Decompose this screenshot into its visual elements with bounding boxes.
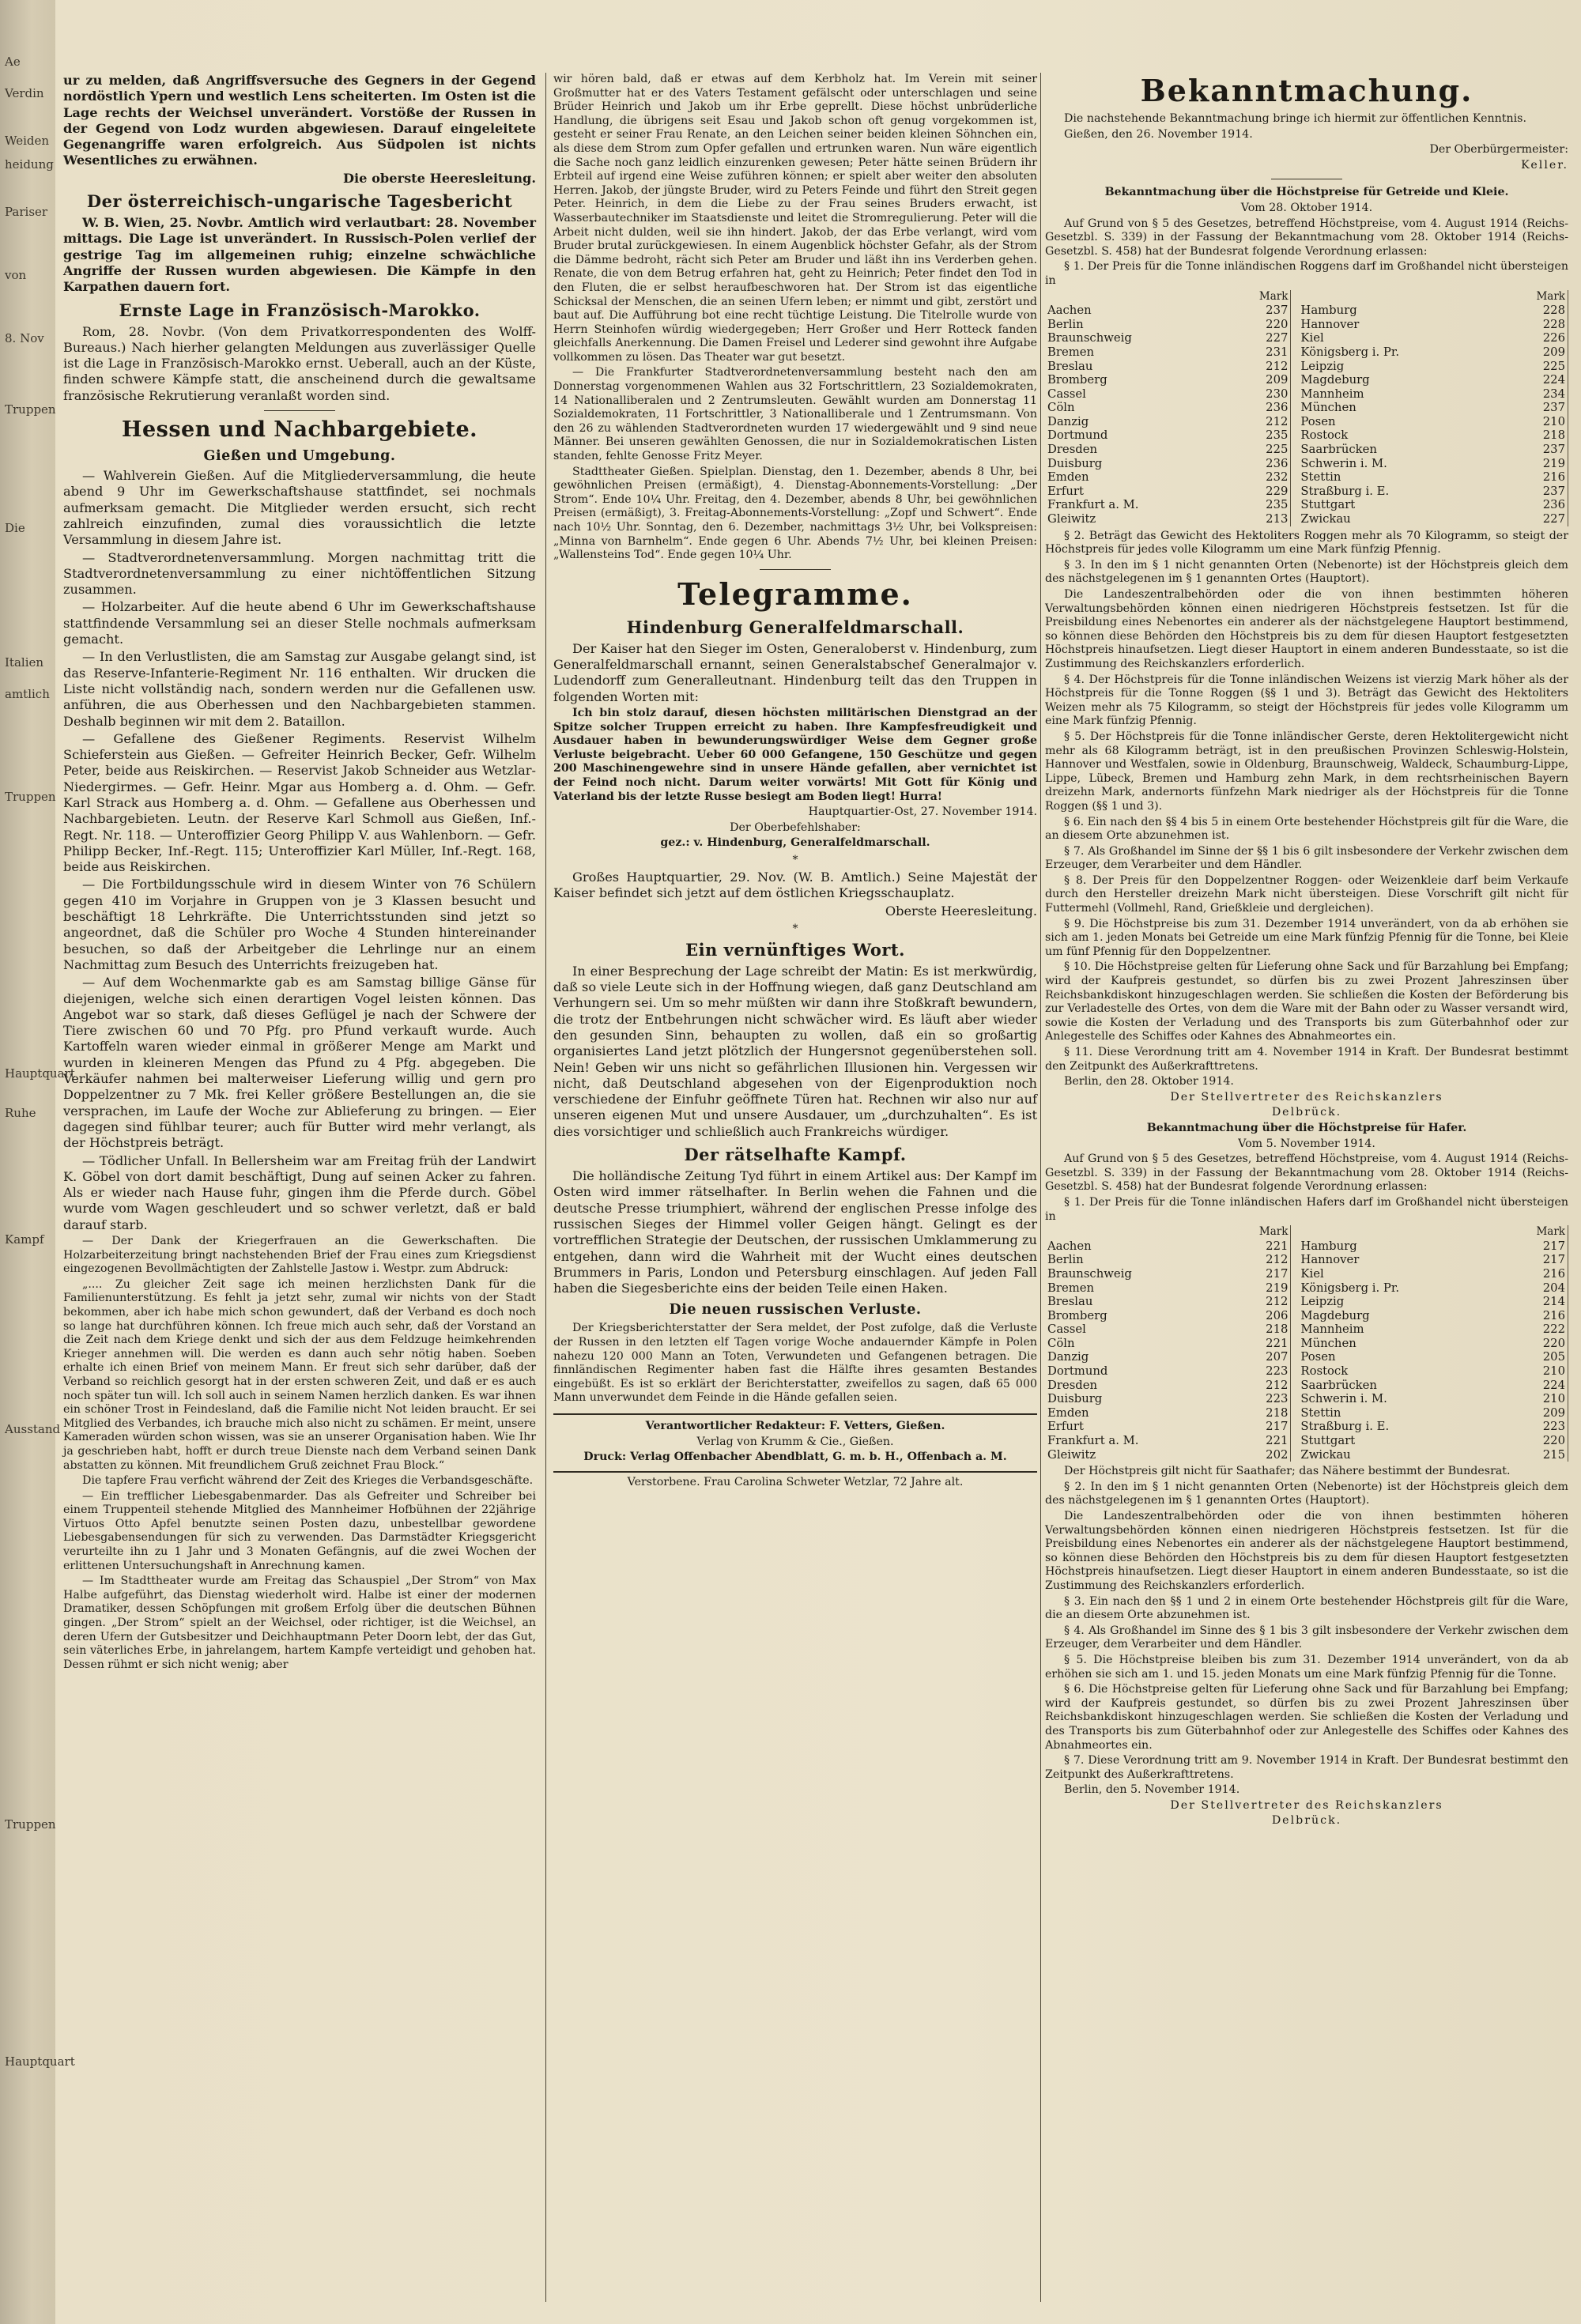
theater-review-text: wir hören bald, daß er etwas auf dem Kerbholz hat. Im Verein mit seiner Großmutter hat er des Vaters Testament gefälscht oder unterschlagen und seine Brüder Heinrich und Jakob um ihr Erbe geprellt. Diese höchst unbrüderliche Handlung, die übrigens seit Esau und Jakob schon oft genug vorgekommen ist, gesteht er seiner Frau Renate, an den Leichen seiner beiden kleinen Söhnchen ein, als diese dem Strom zum Opfer gefallen und ertrunken waren. Nun wäre eigentlich die Sache noch ganz leidlich einzurenken gewesen; Peter hätte seinen Brüdern ihr Erbteil auf irgend eine Weise zuführen können; er spielt aber weiter den absoluten Herren. Jakob, der jüngste Bruder, wird zu Peters Feinde und führt den Streit gegen Peter. Heinrich, in dem die Liebe zu der Frau seines Bruders erwacht, ist Wasserbautechniker im Staatsdienste und leitet die Stromregulierung. Peter will die Arbeit nicht dulden, weil sie ihn hindert. Jakob, der das Erbe verlangt, wird vom Bruder brutal zurückgewiesen. In einem Augenblick höchster Gefahr, als der Strom die Dämme bedroht, rächt sich Peter am Bruder und läßt ihn ins Verderben gehen. Renate, die von dem Betrug erfahren hat, geht zu Heinrich; Peter findet den Tod in den Fluten, die er selbst heraufbeschworen hat. Der Strom ist das eigentliche Schicksal der Menschen, die an seinen Ufern leben; er nimmt und gibt, zerstört und baut auf. Die Aufführung bot eine recht tüchtige Leistung. Die Titelrolle wurde von Herrn Steinhofen würdig wiedergegeben; Herr Großer und Herr Rotteck fanden gleichfalls Anerkennung. Die Damen Freisel und Lederer sind gewohnt ihre Aufgabe vollkommen zu lösen. Das Theater war gut besetzt. (553, 73, 1037, 364)
city-name: Hamburg (1300, 1239, 1357, 1253)
city-name: Hannover (1300, 1253, 1360, 1267)
local-news-paragraph-small: Die tapfere Frau verficht während der Zeit des Krieges die Verbandsgeschäfte. (82, 1474, 534, 1488)
price-value: 230 (1249, 387, 1291, 402)
city-name: Königsberg i. Pr. (1300, 1281, 1400, 1295)
local-news-paragraph: — Gefallene des Gießener Regiments. Reservist Wilhelm Schieferstein aus Gießen. — Gefreiter Heinrich Becker, Gefr. Wilhelm Peter, beide aus Reiskirchen. — Reservist Jakob Schneider aus Wetzlar-Niedergirmes. — Gefr. Heinr. Mgar aus Homberg a. d. Ohm. — Gefr. Karl Strack aus Homberg a. d. Ohm. — Gefallene aus Oberhessen und Nachbargebieten. Leutn. der Reserve Karl Schmoll aus Gießen, Inf.-Regt. Nr. 118. — Unteroffizier Georg Philipp V. aus Wahlenborn. — Gefr. Philipp Becker, Inf.-Regt. 115; Unteroffizier Karl Müller, Inf.-Regt. 168, beide aus Reiskirchen. (63, 730, 536, 875)
local-news-paragraph: — In den Verlustlisten, die am Samstag zur Ausgabe gelangt sind, ist das Reserve-Infanterie-Regiment Nr. 116 enthalten. Wir drucken die Liste nicht vollständig nach, sondern werden nur die Gefallenen usw. anführen, die aus Oberhessen und den Nachbargebieten stammen. Deshalb beginnen wir mit dem 2. Bataillon. (63, 649, 536, 729)
city-name: München (1300, 1336, 1356, 1350)
price-table-row (1045, 428, 1568, 443)
raetsel-headline: Der rätselhafte Kampf. (684, 1145, 907, 1165)
headquarters-text: Großes Hauptquartier, 29. Nov. (W. B. Amtlich.) Seine Majestät der Kaiser befindet sich jetzt auf dem östlichen Kriegsschauplatz. (553, 869, 1037, 901)
city-name: Emden (1047, 470, 1089, 485)
price-value: 235 (1249, 498, 1291, 512)
price-table-row (1045, 470, 1568, 485)
oats-headline: Bekanntmachung über die Höchstpreise für Hafer. (1146, 1121, 1467, 1134)
strip-fragment: amtlich (5, 687, 50, 701)
price-value: 212 (1249, 1379, 1291, 1393)
city-name: Magdeburg (1300, 373, 1370, 387)
section-divider (760, 569, 831, 570)
city-name: Straßburg i. E. (1300, 484, 1390, 498)
price-value: 227 (1249, 331, 1291, 345)
price-table-row (1045, 1406, 1568, 1420)
price-table-row (1045, 1364, 1568, 1379)
price-value: 237 (1249, 304, 1291, 318)
price-value: 217 (1526, 1253, 1568, 1267)
rye-section: § 7. Als Großhandel im Sinne der §§ 1 bis 6 gilt insbesondere der Verkehr zwischen dem Erzeuger, dem Verarbeiter und dem Händler. (1045, 844, 1568, 872)
city-name: Erfurt (1047, 1420, 1084, 1434)
price-value: 210 (1526, 1392, 1568, 1406)
price-value: 222 (1526, 1322, 1568, 1337)
obituary-line: Verstorbene. Frau Carolina Schweter Wetzlar, 72 Jahre alt. (627, 1475, 964, 1488)
strip-fragment: Die (5, 521, 25, 535)
price-table-row (1045, 345, 1568, 360)
city-name: Braunschweig (1047, 331, 1132, 345)
strip-fragment: Weiden (5, 134, 50, 148)
oats-signer-name: Delbrück. (1271, 1814, 1342, 1828)
local-news-paragraph: — Tödlicher Unfall. In Bellersheim war am Freitag früh der Landwirt K. Göbel von dort damit beschäftigt, Dung auf seinen Acker zu fahren. Als er wieder nach Hause fuhr, gingen ihm die Pferde durch. Göbel wurde vom Wagen geschleudert und so schwer verletzt, daß er bald darauf starb. (63, 1153, 536, 1232)
price-table-row (1045, 1253, 1568, 1267)
city-name: Schwerin i. M. (1300, 456, 1387, 470)
price-value: 209 (1249, 373, 1291, 387)
price-table-row (1045, 304, 1568, 318)
rye-section-1: § 1. Der Preis für die Tonne inländischen Roggens darf im Großhandel nicht übersteigen in (1045, 260, 1568, 287)
price-value: 217 (1526, 1239, 1568, 1254)
price-value: 210 (1526, 415, 1568, 429)
local-news-paragraph: — Stadtverordnetenversammlung. Morgen nachmittag tritt die Stadtverordnetenversammlung zu einer nichtöffentlichen Sitzung zusammen. (63, 549, 536, 598)
price-value: 205 (1526, 1350, 1568, 1364)
city-name: Cöln (1047, 401, 1075, 415)
announcement-date: Gießen, den 26. November 1914. (1064, 127, 1253, 141)
city-name: München (1300, 401, 1356, 415)
city-name: Aachen (1047, 1239, 1092, 1253)
price-table-row (1045, 1322, 1568, 1337)
price-table-row (1045, 331, 1568, 345)
separator-star: * (792, 853, 798, 866)
hessen-section-headline: Hessen und Nachbargebiete. (121, 417, 478, 443)
rye-section: § 5. Der Höchstpreis für die Tonne inländischer Gerste, deren Hektolitergewicht nicht mehr als 68 Kilogramm beträgt, ist in den preußischen Provinzen Schleswig-Holstein, Hannover und Westfalen, sowie in Oldenburg, Braunschweig, Waldeck, Schaumburg-Lippe, Lippe, Lübeck, Bremen und Hamburg zehn Mark, in dem rechtsrheinischen Bayern dreizehn Mark, andernorts fünfzehn Mark niedriger als der Höchstpreis für die Tonne Roggen (§§ 1 und 3). (1045, 730, 1568, 813)
column-rule (1040, 73, 1041, 2302)
local-news-paragraph: — Auf dem Wochenmarkte gab es am Samstag billige Gänse für diejenigen, welche sich einen derartigen Vogel leisten können. Das Angebot war so stark, daß dieses Geflügel je nach der Schwere der Tiere zwischen 60 und 70 Pfg. pro Pfund verkauft wurde. Auch Kartoffeln waren wieder einmal in größerer Menge am Markt und wurden in kleineren Mengen das Pfund zu 4 Pfg. abgegeben. Die Verkäufer nahmen bei malterweiser Lieferung willig und gern pro Doppelzentner zu 7 Mk. frei Keller größere Bestellungen an, die sie versprachen, im Laufe der Woche zur Ablieferung zu bringen. — Eier dagegen sind fühlbar teurer; auch für Butter wird mehr verlangt, als der Höchstpreis beträgt. (63, 975, 536, 1151)
city-name: Dresden (1047, 1378, 1098, 1392)
section-divider (264, 410, 335, 411)
price-value: 237 (1526, 443, 1568, 457)
strip-fragment: Hauptquart (5, 1066, 75, 1081)
vernunft-text: In einer Besprechung der Lage schreibt der Matin: Es ist merkwürdig, daß so viele Leute sich in der Hoffnung wiegen, daß ganz Deutschland am Verhungern sei. Um so mehr müßten wir dann ihre Stoßkraft bewundern, die trotz der Entbehrungen nicht schwächer wird. Es läuft aber wieder den gesunden Sinn, behaupten zu wollen, daß ein so großartig organisiertes Land jetzt plötzlich der Hungersnot gegenüberstehen soll. Nein! Geben wir uns nicht so gefährlichen Illusionen hin. Vergessen wir nicht, daß Deutschland abgesehen von der Eigenproduktion noch verschiedene der Einfuhr geöffnete Türen hat. Rechnen wir also nur auf unseren eigenen Mut und unsere Ausdauer, um „durchzuhalten“. Es ist dies vorsichtiger und schließlich auch Frankreichs würdiger. (553, 963, 1037, 1139)
strip-fragment: Truppen (5, 402, 56, 417)
adjacent-page-strip (0, 0, 75, 2324)
price-value: 209 (1526, 1406, 1568, 1420)
city-name: Frankfurt a. M. (1047, 498, 1139, 512)
oats-intro: Auf Grund von § 5 des Gesetzes, betreffend Höchstpreise, vom 4. August 1914 (Reichs-Gesetzbl. S. 339) in der Fassung der Bekanntmachung vom 28. Oktober 1914 (Reichs-Gesetzbl. S. 458) hat der Bundesrat folgende Verordnung erlassen: (1045, 1153, 1568, 1194)
price-table-row (1045, 457, 1568, 471)
oats-signer-title: Der Stellvertreter des Reichskanzlers (1170, 1798, 1443, 1812)
city-name: Schwerin i. M. (1300, 1392, 1387, 1406)
rye-section: § 3. In den im § 1 nicht genannten Orten (Nebenorte) ist der Höchstpreis gleich dem des nächstgelegenen im § 1 genannten Ortes (Hauptort). (1045, 558, 1568, 586)
city-name: Gleiwitz (1047, 1447, 1096, 1462)
rye-section: § 9. Die Höchstpreise bis zum 31. Dezember 1914 unverändert, von da ab erhöhen sie sich am 1. jeden Monats bei Getreide um eine Mark fünfzig Pfennig für die Tonne, bei Kleie um fünf Pfennig für den Doppelzentner. (1045, 917, 1568, 958)
city-name: Bromberg (1047, 373, 1107, 387)
price-value: 234 (1526, 387, 1568, 402)
strip-fragment: Truppen (5, 1817, 56, 1832)
price-value: 220 (1249, 318, 1291, 332)
price-table-row (1045, 498, 1568, 512)
strip-fragment: Pariser (5, 205, 48, 219)
hindenburg-sign-name: gez.: v. Hindenburg, Generalfeldmarschall. (660, 836, 930, 850)
local-news-paragraph-small: — Der Dank der Kriegerfrauen an die Gewerkschaften. Die Holzarbeiterzeitung bringt nachstehenden Brief der Frau eines zum Kriegsdienst eingezogenen Bevollmächtigten der Zahlstelle Jastow i. Westpr. zum Abdruck: (63, 1235, 536, 1276)
city-name: Breslau (1047, 359, 1093, 373)
oats-section: § 5. Die Höchstpreise bleiben bis zum 31. Dezember 1914 unverändert, von da ab erhöhen sie sich am 1. und 15. jeden Monats um eine Mark fünfzig Pfennig für die Tonne. (1045, 1653, 1568, 1681)
price-value: 237 (1526, 485, 1568, 499)
city-name: Berlin (1047, 1253, 1084, 1267)
frankfurt-election-text: — Die Frankfurter Stadtverordnetenversammlung besteht nach den am Donnerstag vorgenommenen Wahlen aus 32 Fortschrittlern, 23 Sozialdemokraten, 14 Nationalliberalen und 2 Zentrumsleuten. Gewählt wurden am Donnerstag 11 Sozialdemokraten, 11 Fortschrittler, 3 Nationalliberale und 1 Zentrumsmann. Von den 26 zu wählenden Stadtverordneten wurden 17 wiedergewählt und 9 sind neue Männer. Bei unseren gewählten Genossen, die nur in Sozialdemokratischen Listen standen, fehlte Genosse Fritz Meyer. (553, 366, 1037, 463)
city-name: Zwickau (1300, 512, 1351, 526)
price-value: 224 (1526, 1379, 1568, 1393)
price-value: 216 (1526, 470, 1568, 485)
hindenburg-sign-place: Hauptquartier-Ost, 27. November 1914. (808, 805, 1037, 819)
verluste-text: Der Kriegsberichterstatter der Sera meldet, der Post zufolge, daß die Verluste der Russen in den letzten elf Tagen vorige Woche andauernder Kämpfe in Polen nahezu 120 000 Mann an Toten, Verwundeten und Gefangenen betragen. Die finnländischen Regimenter haben fast die Hälfte ihres gesamten Bestandes eingebüßt. Es ist so erklärt der Berichterstatter, zweifellos zu sagen, daß 65 000 Mann unverwundet dem Feinde in die Hände gefallen seien. (553, 1322, 1037, 1405)
oats-section: § 7. Diese Verordnung tritt am 9. November 1914 in Kraft. Der Bundesrat bestimmt den Zeitpunkt des Außerkrafttretens. (1045, 1754, 1568, 1781)
price-value: 229 (1249, 485, 1291, 499)
hindenburg-quote: Ich bin stolz darauf, diesen höchsten militärischen Dienstgrad an der Spitze solcher Truppen erreicht zu haben. Ihre Kampfesfreudigkeit und Ausdauer haben in bewunderungswürdiger Weise dem Gegner große Verluste beigebracht. Ueber 60 000 Gefangene, 150 Geschütze und gegen 200 Maschinengewehre sind in unsere Hände gefallen, aber vernichtet ist der Feind noch nicht. Darum weiter vorwärts! Mit Gott für König und Vaterland bis der letzte Russe besiegt am Boden liegt! Hurra! (553, 706, 1037, 803)
price-value: 217 (1249, 1267, 1291, 1281)
rye-section: § 6. Ein nach den §§ 4 bis 5 in einem Orte bestehender Höchstpreis gilt für die Ware, die an diesem Orte abzunehmen ist. (1045, 815, 1568, 843)
price-value: 228 (1526, 318, 1568, 332)
city-name: Breslau (1047, 1295, 1093, 1309)
rye-section: § 2. Beträgt das Gewicht des Hektoliters Roggen mehr als 70 Kilogramm, so steigt der Höchstpreis für jedes volle Kilogramm um eine Mark fünfzig Pfennig. (1045, 529, 1568, 556)
price-value: 225 (1526, 360, 1568, 374)
city-name: Mannheim (1300, 1322, 1364, 1337)
price-table-row (1045, 512, 1568, 526)
price-value: 218 (1249, 1322, 1291, 1337)
local-news-paragraph: — Wahlverein Gießen. Auf die Mitgliederversammlung, die heute abend 9 Uhr im Gewerkschaftshause stattfindet, sei nochmals aufmerksam gemacht. Die Mitglieder werden ersucht, sich recht zahlreich einzufinden, zumal dies voraussichtlich die letzte Versammlung in diesem Jahre ist. (63, 468, 536, 548)
column-rule (545, 73, 546, 2302)
price-value: 224 (1526, 373, 1568, 387)
mayor-name: Keller. (1521, 158, 1568, 172)
city-name: Braunschweig (1047, 1266, 1132, 1281)
city-name: Hamburg (1300, 304, 1357, 318)
imprint-box (553, 1413, 1037, 1473)
city-name: Bromberg (1047, 1308, 1107, 1322)
price-value: 202 (1249, 1448, 1291, 1462)
price-value: 209 (1526, 345, 1568, 360)
city-name: Leipzig (1300, 1295, 1345, 1309)
city-name: Cassel (1047, 1322, 1086, 1337)
price-value: 221 (1249, 1239, 1291, 1254)
rye-signer-name: Delbrück. (1271, 1106, 1342, 1119)
price-value: 206 (1249, 1309, 1291, 1323)
price-value: 207 (1249, 1350, 1291, 1364)
city-name: Mannheim (1300, 387, 1364, 401)
imprint-printer: Druck: Verlag Offenbacher Abendblatt, G. m. b. H., Offenbach a. M. (583, 1451, 1007, 1464)
price-value: 218 (1249, 1406, 1291, 1420)
vernunft-headline: Ein vernünftiges Wort. (685, 939, 905, 960)
price-table-row (1045, 1309, 1568, 1323)
headquarters-signature: Oberste Heeresleitung. (885, 903, 1037, 919)
strip-fragment: von (5, 268, 27, 282)
price-table-header: Mark Mark (1045, 1225, 1568, 1239)
strip-fragment: Truppen (5, 790, 56, 804)
city-name: Emden (1047, 1405, 1089, 1420)
city-name: Königsberg i. Pr. (1300, 345, 1400, 359)
oats-section: Der Höchstpreis gilt nicht für Saathafer; das Nähere bestimmt der Bundesrat. (1064, 1465, 1511, 1478)
price-value: 227 (1526, 512, 1568, 526)
price-table-row (1045, 1267, 1568, 1281)
price-table-row (1045, 1379, 1568, 1393)
city-name: Cöln (1047, 1336, 1075, 1350)
price-value: 220 (1526, 1434, 1568, 1448)
strip-fragment: Kampf (5, 1232, 44, 1247)
strip-fragment: 8. Nov (5, 331, 44, 345)
austria-report-headline: Der österreichisch-ungarische Tagesbericht (86, 191, 513, 212)
oats-section: Die Landeszentralbehörden oder die von ihnen bestimmten höheren Verwaltungsbehörden können einen niedrigeren Höchstpreis festsetzen. Ist für die Preisbildung eines Nebenortes ein anderer als der nächstgelegene Hauptort bestimmend, so können diese Behörden den Höchstpreis bis zu dem für diesen Hauptort festgesetzten Höchstpreis hinaufsetzen. Liegt dieser Hauptort in einem anderen Bundesstaate, so ist die Zustimmung des Reichskanzlers erforderlich. (1045, 1510, 1568, 1592)
city-name: Saarbrücken (1300, 1378, 1377, 1392)
price-value: 221 (1249, 1434, 1291, 1448)
war-report-continuation: ur zu melden, daß Angriffsversuche des Gegners in der Gegend nordöstlich Ypern und westlich Lens scheiterten. Im Osten ist die Lage rechts der Weichsel unverändert. Vorstöße der Russen in der Gegend von Lodz wurden abgewiesen. Darauf eingeleitete Gegenangriffe waren erfolgreich. Aus Südpolen ist nichts Wesentliches zu erwähnen. (63, 73, 536, 168)
price-table-row (1045, 1337, 1568, 1351)
price-value: 204 (1526, 1281, 1568, 1296)
strip-fragment: Verdin (5, 86, 44, 100)
price-value: 216 (1526, 1309, 1568, 1323)
city-name: Straßburg i. E. (1300, 1420, 1390, 1434)
city-name: Berlin (1047, 317, 1084, 331)
price-table-row (1045, 1281, 1568, 1296)
local-news-paragraph-small: „.... Zu gleicher Zeit sage ich meinen herzlichsten Dank für die Familienunterstützung. Es fehlt ja jetzt sehr, zumal wir nichts von der Stadt bekommen, aber ich habe mich schon gewundert, daß der Verband es doch noch so lange hat durchführen können. Ich freue mich auch sehr, daß der Vorstand an die Zeit nach dem Kriege denkt und sich der aus dem Feldzuge heimkehrenden Krieger annehmen will. Die werden es dann auch sehr nötig haben. Soeben erhalte ich einen Brief von meinem Mann. Er freut sich sehr darüber, daß der Verband so reichlich gesorgt hat in der ersten schweren Zeit, und daß er es auch noch später tun will. Ich soll auch in seinem Namen herzlich danken. Es war ihnen ein schöner Trost in Feindesland, daß die Familie nicht Not leiden braucht. Er sei Mitglied des Verbandes, ich brauche mich also nicht zu schämen. Er meint, unsere Kameraden würden schon wissen, was sie an unserer Organisation haben. Wie Ihr ja geschrieben habt, hofft er durch treue Dienste nach dem Verband seinen Dank abstatten zu können. Mit freundlichem Gruß zeichnet Frau Block.“ (63, 1277, 536, 1472)
city-name: Danzig (1047, 1350, 1089, 1364)
price-value: 236 (1249, 401, 1291, 415)
oats-date-place: Berlin, den 5. November 1914. (1064, 1783, 1240, 1797)
city-name: Bremen (1047, 345, 1095, 359)
city-name: Dresden (1047, 443, 1098, 457)
price-table-header: Mark Mark (1045, 290, 1568, 304)
price-value: 231 (1249, 345, 1291, 360)
price-table-row (1045, 1239, 1568, 1254)
city-name: Danzig (1047, 414, 1089, 428)
price-value: 235 (1249, 428, 1291, 443)
price-table-row (1045, 443, 1568, 457)
city-name: Saarbrücken (1300, 443, 1377, 457)
price-table-row (1045, 1448, 1568, 1462)
price-table-row (1045, 1420, 1568, 1434)
price-value: 223 (1526, 1420, 1568, 1434)
separator-star: * (792, 922, 798, 935)
strip-fragment: Hauptquart (5, 2054, 75, 2069)
city-name: Stettin (1300, 470, 1341, 485)
price-value: 237 (1526, 401, 1568, 415)
price-value: 221 (1249, 1337, 1291, 1351)
oats-date: Vom 5. November 1914. (1238, 1137, 1375, 1150)
city-name: Frankfurt a. M. (1047, 1434, 1139, 1448)
city-name: Leipzig (1300, 359, 1345, 373)
rye-headline: Bekanntmachung über die Höchstpreise für Getreide und Kleie. (1104, 186, 1509, 199)
morocco-text: Rom, 28. Novbr. (Von dem Privatkorrespondenten des Wolff-Bureaus.) Nach hierher gelangten Meldungen aus zuverlässiger Quelle ist die Lage in Französisch-Marokko ernst. Ueberall, auch an der Küste, finden schwere Kämpfe statt, die anscheinend durch die gewaltsame französische Rekrutierung veranlaßt worden sind. (63, 323, 536, 403)
local-news-paragraph: — Holzarbeiter. Auf die heute abend 6 Uhr im Gewerkschaftshause stattfindende Versammlung sei an dieser Stelle nochmals aufmerksam gemacht. (63, 599, 536, 647)
price-value: 226 (1526, 331, 1568, 345)
city-name: Stuttgart (1300, 498, 1356, 512)
oats-section: § 2. In den im § 1 nicht genannten Orten (Nebenorte) ist der Höchstpreis gleich dem des nächstgelegenen im § 1 genannten Ortes (Hauptort). (1045, 1480, 1568, 1507)
price-value: 220 (1526, 1337, 1568, 1351)
rye-date-place: Berlin, den 28. Oktober 1914. (1064, 1075, 1234, 1088)
price-value: 212 (1249, 1253, 1291, 1267)
price-table-row (1045, 1392, 1568, 1406)
oats-section: § 3. Ein nach den §§ 1 und 2 in einem Orte bestehender Höchstpreis gilt für die Ware, die an diesem Orte abzunehmen ist. (1045, 1594, 1568, 1622)
price-table-row (1045, 1434, 1568, 1448)
telegrams-headline: Telegramme. (677, 575, 913, 612)
price-value: 225 (1249, 443, 1291, 457)
rye-signer-title: Der Stellvertreter des Reichskanzlers (1170, 1090, 1443, 1104)
city-name: Gleiwitz (1047, 512, 1096, 526)
rye-section: § 8. Der Preis für den Doppelzentner Roggen- oder Weizenkleie darf beim Verkaufe durch den Hersteller dreizehn Mark nicht übersteigen. Diese Vorschrift gilt nicht für Futtermehl (Vollmehl, Rand, Grießkleie und dergleichen). (1045, 873, 1568, 915)
hindenburg-headline: Hindenburg Generalfeldmarschall. (626, 617, 964, 637)
rye-section: § 4. Der Höchstpreis für die Tonne inländischen Weizens ist vierzig Mark höher als der Höchstpreis für die Tonne Roggen (§§ 1 und 3). Beträgt das Gewicht des Hektoliters Weizen mehr als 75 Kilogramm, so steigt der Höchstpreis für jedes volle Kilogramm um eine Mark fünfzig Pfennig. (1045, 673, 1568, 728)
oats-section-1: § 1. Der Preis für die Tonne inländischen Hafers darf im Großhandel nicht übersteigen in (1045, 1195, 1568, 1223)
strip-fragment: Ausstand (5, 1422, 61, 1436)
city-name: Posen (1300, 414, 1336, 428)
strip-fragment: heidung (5, 157, 54, 172)
rye-price-table (1045, 290, 1568, 526)
austria-report-text: W. B. Wien, 25. Novbr. Amtlich wird verlautbart: 28. November mittags. Die Lage ist unverändert. In Russisch-Polen verlief der gestrige Tag im allgemeinen ruhig; einzelne schwächliche Angriffe der Russen wurden abgewiesen. Die Kämpfe in den Karpathen dauern fort. (63, 215, 536, 295)
column-1 (63, 73, 536, 2310)
column-3 (1045, 73, 1568, 2310)
price-value: 212 (1249, 1295, 1291, 1309)
rye-section: § 10. Die Höchstpreise gelten für Lieferung ohne Sack und für Barzahlung bei Empfang; wird der Kaufpreis gestundet, so dürfen bis zu zwei Prozent Jahreszinsen über Reichsbankdiskont hinzugeschlagen werden. Sie schließen die Kosten der Beförderung bis zur Verladestelle des Ortes, von dem die Ware mit der Bahn oder zu Wasser versandt wird, sowie die Kosten der Verladung und des Transports bis zum Güterbahnhof oder zur Anlegestelle des Schiffes oder Kahnes des Abnahmeortes ein. (1045, 960, 1568, 1043)
announcement-headline: Bekanntmachung. (1140, 73, 1473, 108)
local-news-paragraph: — Die Fortbildungsschule wird in diesem Winter von 76 Schülern gegen 410 im Vorjahre in Gruppen von je 3 Klassen besucht und beschäftigt 18 Lehrkräfte. Die Unterrichtsstunden sind jetzt so angeordnet, daß die Schüler pro Woche 4 Stunden hintereinander besuchen, so daß der Arbeitgeber die Lehrlinge nur an einem Nachmittag zum Besuch des Unterrichts freizugeben hat. (63, 877, 536, 972)
price-table-row (1045, 1295, 1568, 1309)
price-table-row (1045, 318, 1568, 332)
price-value: 212 (1249, 360, 1291, 374)
city-name: Hannover (1300, 317, 1360, 331)
price-table-row (1045, 401, 1568, 415)
price-value: 223 (1249, 1364, 1291, 1379)
hindenburg-text: Der Kaiser hat den Sieger im Osten, Generaloberst v. Hindenburg, zum Generalfeldmarschall ernannt, seinen Generalstabschef Generalmajor v. Ludendorff zum Generalleutnant. Hindenburg teilt das den Truppen in folgenden Worten mit: (553, 640, 1037, 704)
imprint-editor: Verantwortlicher Redakteur: F. Vetters, Gießen. (645, 1420, 945, 1432)
raetsel-text: Die holländische Zeitung Tyd führt in einem Artikel aus: Der Kampf im Osten wird immer rätselhafter. In Berlin wehen die Fahnen und die deutsche Presse triumphiert, während der englischen Presse infolge des russischen Sieges der Himmel voller Geigen hängt. Gelingt es der vortrefflichen Strategie der Deutschen, der russischen Umklammerung zu entgehen, dann wird die Wahrheit mit der Wucht eines deutschen Brummers in Paris, London und Petersburg einschlagen. Auf jeden Fall haben die Siegesberichte eins der beiden Teile einen Haken. (553, 1168, 1037, 1296)
city-name: Posen (1300, 1350, 1336, 1364)
rye-intro: Auf Grund von § 5 des Gesetzes, betreffend Höchstpreise, vom 4. August 1914 (Reichs-Gesetzbl. S. 339) in der Fassung der Bekanntmachung vom 28. Oktober 1914 (Reichs-Gesetzbl. S. 458) hat der Bundesrat folgende Verordnung erlassen: (1045, 217, 1568, 258)
oats-price-table (1045, 1225, 1568, 1462)
price-value: 216 (1526, 1267, 1568, 1281)
price-value: 219 (1249, 1281, 1291, 1296)
price-table-row (1045, 415, 1568, 429)
price-value: 228 (1526, 304, 1568, 318)
price-value: 212 (1249, 415, 1291, 429)
mayor-title: Der Oberbürgermeister: (1429, 143, 1568, 157)
price-value: 214 (1526, 1295, 1568, 1309)
strip-fragment: Ruhe (5, 1106, 36, 1120)
hindenburg-sign-title: Der Oberbefehlshaber: (730, 821, 861, 834)
city-name: Aachen (1047, 304, 1092, 318)
rye-section: § 11. Diese Verordnung tritt am 4. November 1914 in Kraft. Der Bundesrat bestimmt den Zeitpunkt des Außerkrafttretens. (1045, 1046, 1568, 1073)
city-name: Duisburg (1047, 1392, 1103, 1406)
city-name: Magdeburg (1300, 1308, 1370, 1322)
price-value: 223 (1249, 1392, 1291, 1406)
price-table-row (1045, 360, 1568, 374)
rye-section: Die Landeszentralbehörden oder die von ihnen bestimmten höheren Verwaltungsbehörden können einen niedrigeren Höchstpreis festsetzen. Ist für die Preisbildung eines Nebenortes ein anderer als der nächstgelegene Hauptort bestimmend, so können diese Behörden den Höchstpreis bis zu dem für diesen Hauptort festgesetzten Höchstpreis hinaufsetzen. Liegt dieser Hauptort in einem anderen Bundesstaate, so ist die Zustimmung des Reichskanzlers erforderlich. (1045, 588, 1568, 670)
city-name: Rostock (1300, 1364, 1349, 1379)
city-name: Dortmund (1047, 1364, 1108, 1379)
price-value: 232 (1249, 470, 1291, 485)
city-name: Cassel (1047, 387, 1086, 401)
war-report-signature: Die oberste Heeresleitung. (343, 170, 536, 186)
price-value: 217 (1249, 1420, 1291, 1434)
oats-section: § 4. Als Großhandel im Sinne des § 1 bis 3 gilt insbesondere der Verkehr zwischen dem Erzeuger, dem Verarbeiter und dem Händler. (1045, 1624, 1568, 1651)
city-name: Stuttgart (1300, 1434, 1356, 1448)
strip-fragment: Italien (5, 655, 44, 670)
city-name: Kiel (1300, 1266, 1324, 1281)
price-value: 218 (1526, 428, 1568, 443)
local-news-paragraph-small: — Im Stadttheater wurde am Freitag das Schauspiel „Der Strom“ von Max Halbe aufgeführt, das Dienstag wiederholt wird. Halbe ist einer der modernen Dramatiker, dessen Schöpfungen mit großem Erfolg über die deutschen Bühnen gingen. „Der Strom“ spielt an der Weichsel, oder richtiger, ist die Weichsel, an deren Ufern der Gutsbesitzer und Deichhauptmann Peter Doorn lebt, der das Gut, sein väterliches Erbe, in jahrelangem, hartem Kampfe verteidigt und gehoben hat. Dessen rühmt er sich nicht wenig; aber (63, 1575, 536, 1671)
imprint-publisher: Verlag von Krumm & Cie., Gießen. (696, 1435, 894, 1448)
city-name: Rostock (1300, 428, 1349, 443)
column-2 (553, 73, 1037, 2310)
price-value: 219 (1526, 457, 1568, 471)
price-value: 210 (1526, 1364, 1568, 1379)
city-name: Zwickau (1300, 1447, 1351, 1462)
price-table-row (1045, 1350, 1568, 1364)
city-name: Stettin (1300, 1405, 1341, 1420)
price-value: 236 (1526, 498, 1568, 512)
stadttheater-program: Stadttheater Gießen. Spielplan. Dienstag, den 1. Dezember, abends 8 Uhr, bei gewöhnlichen Preisen (ermäßigt), 4. Dienstag-Abonnements-Vorstellung: „Der Strom“. Ende 10¼ Uhr. Freitag, den 4. Dezember, abends 8 Uhr, bei gewöhnlichen Preisen (ermäßigt), 3. Freitag-Abonnements-Vorstellung: „Zopf und Schwert“. Ende nach 10½ Uhr. Sonntag, den 6. Dezember, nachmittags 3½ Uhr, bei Volkspreisen: „Minna von Barnhelm“. Ende gegen 6 Uhr. Abends 7½ Uhr, bei kleinen Preisen: „Wallensteins Tod“. Ende gegen 10¼ Uhr. (553, 465, 1037, 562)
city-name: Erfurt (1047, 484, 1084, 498)
price-value: 213 (1249, 512, 1291, 526)
morocco-headline: Ernste Lage in Französisch-Marokko. (119, 300, 481, 320)
city-name: Kiel (1300, 331, 1324, 345)
price-table-row (1045, 485, 1568, 499)
price-value: 215 (1526, 1448, 1568, 1462)
strip-fragment: Ae (5, 55, 21, 69)
oats-section: § 6. Die Höchstpreise gelten für Lieferung ohne Sack und für Barzahlung bei Empfang; wird der Kaufpreis gestundet, so dürfen bis zu zwei Prozent Jahreszinsen über Reichsbankdiskont hinzugeschlagen werden. Sie schließen die Kosten der Verladung und des Transports bis zum Güterbahnhof oder zur Anlegestelle des Schiffes oder Kahnes des Abnahmeortes ein. (1045, 1683, 1568, 1752)
city-name: Duisburg (1047, 456, 1103, 470)
price-value: 236 (1249, 457, 1291, 471)
rye-date: Vom 28. Oktober 1914. (1240, 201, 1373, 214)
price-table-row (1045, 387, 1568, 402)
city-name: Dortmund (1047, 428, 1108, 443)
local-news-paragraph-small: — Ein trefflicher Liebesgabenmarder. Das als Gefreiter und Schreiber bei einem Truppenteil stehende Mitglied des Mannheimer Hofbühnen der 22jährige Virtuos Otto Apfel benutzte seinen Posten dazu, unbestellbar gewordene Liebesgabensendungen für sich zu verwenden. Das Darmstädter Kriegsgericht verurteilte ihn zu 1 Jahr und 3 Monaten Gefängnis, auf die zwei Wochen der erlittenen Untersuchungshaft in Anrechnung kamen. (63, 1489, 536, 1572)
giessen-subheadline: Gießen und Umgebung. (203, 448, 396, 465)
city-name: Bremen (1047, 1281, 1095, 1295)
verluste-headline: Die neuen russischen Verluste. (669, 1302, 922, 1319)
announcement-intro: Die nachstehende Bekanntmachung bringe ich hiermit zur öffentlichen Kenntnis. (1064, 112, 1526, 125)
price-table-row (1045, 373, 1568, 387)
